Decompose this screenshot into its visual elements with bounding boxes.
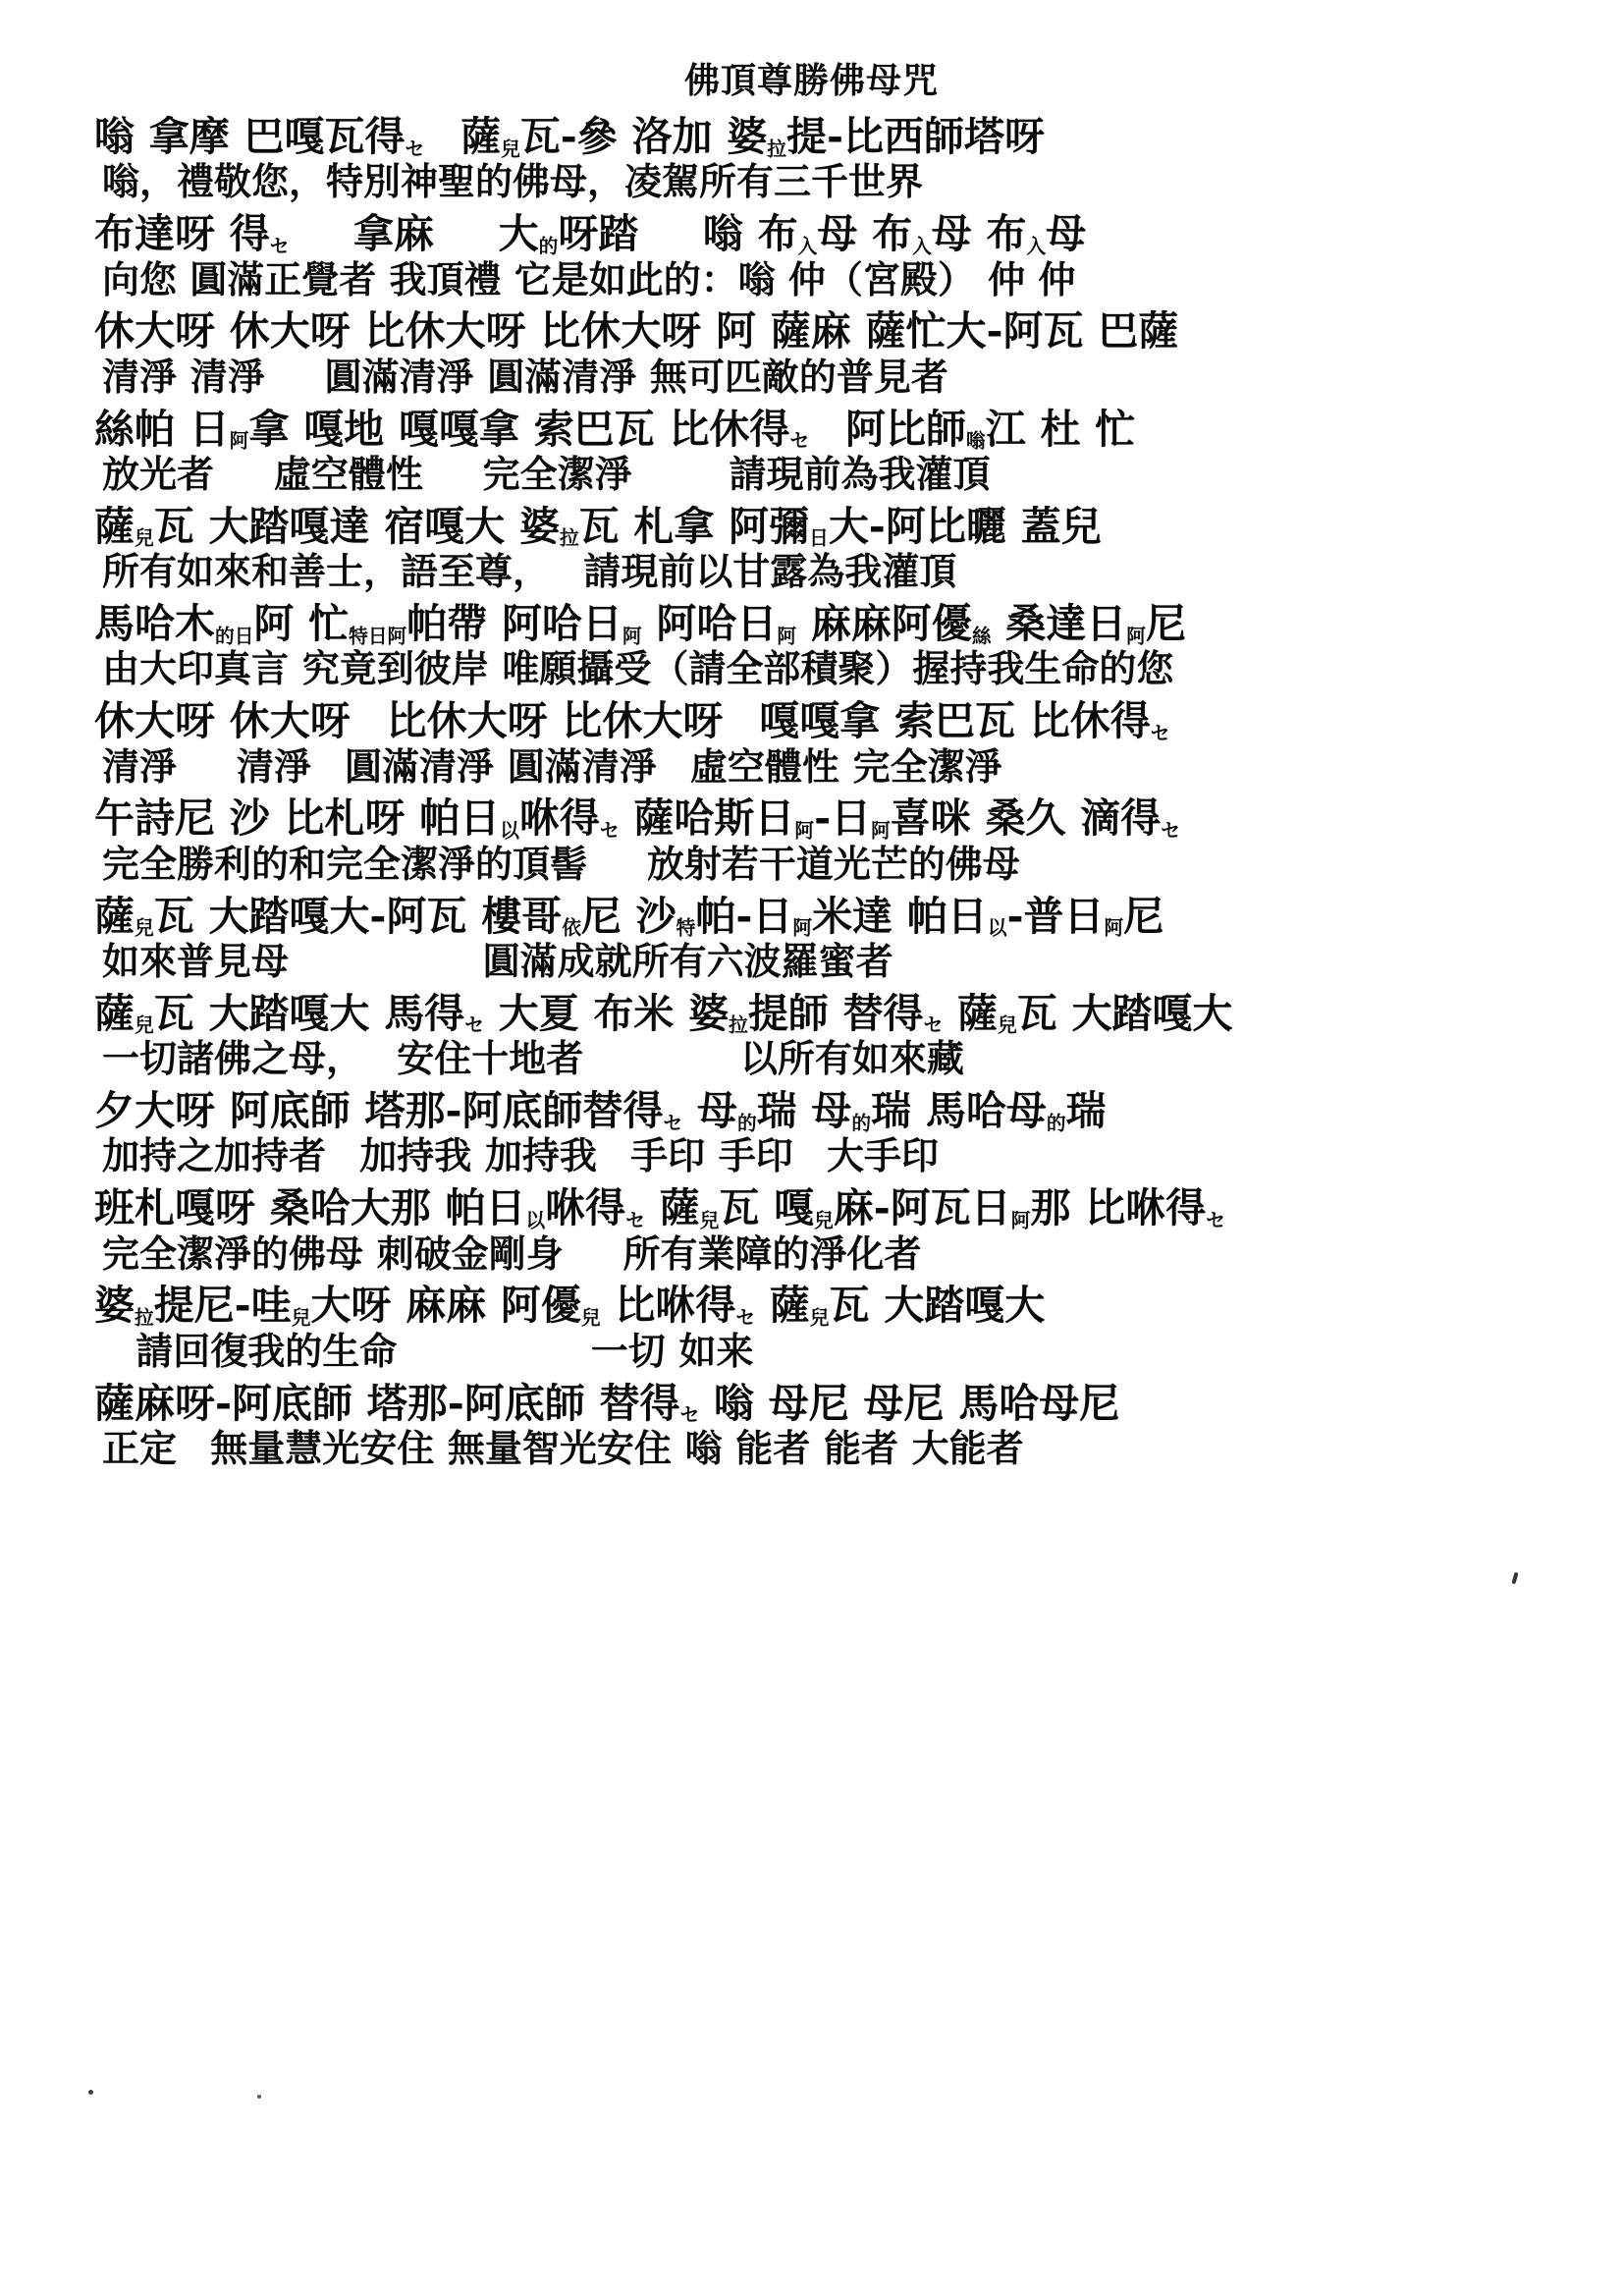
- meaning-line: 正定 無量慧光安住 無量智光安住 嗡 能者 能者 大能者: [102, 1426, 1024, 1471]
- transliteration-line: 布達呀 得セ 拿麻 大的呀踏 嗡 布入母 布入母 布入母: [94, 210, 1087, 258]
- mantra-couplet: [69, 307, 1554, 399]
- transliteration-line: 婆拉提尼-哇兒大呀 麻麻 阿優兒 比咻得セ 薩兒瓦 大踏嘎大: [94, 1282, 1046, 1330]
- meaning-line: 如來普見母 圓滿成就所有六波羅蜜者: [102, 939, 893, 983]
- transliteration-line: 休大呀 休大呀 比休大呀 比休大呀 阿 薩麻 薩忙大-阿瓦 巴薩: [94, 307, 1179, 355]
- meaning-line: 請回復我的生命 一切 如来: [135, 1328, 754, 1373]
- meaning-line: 加持之加持者 加持我 加持我 手印 手印 大手印: [102, 1133, 939, 1178]
- mantra-couplet: [69, 210, 1554, 301]
- mantra-couplet: [69, 990, 1554, 1081]
- scan-artifact: [257, 2095, 261, 2099]
- meaning-line: 放光者 虛空體性 完全潔淨 請現前為我灌頂: [102, 451, 991, 496]
- mantra-couplet: [69, 1380, 1554, 1471]
- mantra-couplet: [69, 697, 1554, 789]
- transliteration-line: 午詩尼 沙 比札呀 帕日以咻得セ 薩哈斯日阿-日阿喜咪 桑久 滴得セ: [94, 794, 1180, 843]
- mantra-couplet: [69, 794, 1554, 886]
- transliteration-line: 馬哈木的日阿 忙特日阿帕帶 阿哈日阿 阿哈日阿 麻麻阿優絲 桑達日阿尼: [94, 600, 1186, 648]
- transliteration-line: 夕大呀 阿底師 塔那-阿底師替得セ 母的瑞 母的瑞 馬哈母的瑞: [94, 1087, 1107, 1135]
- meaning-line: 所有如來和善士，語至尊， 請現前以甘露為我灌頂: [102, 549, 957, 594]
- mantra-couplet: [69, 1087, 1554, 1178]
- mantra-couplet: [69, 503, 1554, 594]
- scan-artifact: [88, 2090, 93, 2095]
- meaning-line: 嗡，禮敬您，特別神聖的佛母，凌駕所有三千世界: [102, 159, 924, 204]
- transliteration-line: 薩兒瓦 大踏嘎大-阿瓦 樓哥依尼 沙特帕-日阿米達 帕日以-普日阿尼: [94, 892, 1164, 940]
- transliteration-line: 嗡 拿摩 巴嘎瓦得セ 薩兒瓦-參 洛加 婆拉提-比西師塔呀: [94, 113, 1046, 161]
- meaning-line: 向您 圓滿正覺者 我頂禮 它是如此的：嗡 仲（宮殿） 仲 仲: [102, 256, 1076, 301]
- meaning-line: 由大印真言 究竟到彼岸 唯願攝受（請全部積聚）握持我生命的您: [102, 646, 1174, 691]
- meaning-line: 完全潔淨的佛母 刺破金剛身 所有業障的淨化者: [102, 1230, 922, 1276]
- mantra-body: [69, 113, 1554, 1471]
- mantra-couplet: [69, 600, 1554, 691]
- transliteration-line: 班札嘎呀 桑哈大那 帕日以咻得セ 薩兒瓦 嘎兒麻-阿瓦日阿那 比咻得セ: [94, 1184, 1225, 1232]
- mantra-couplet: [69, 113, 1554, 204]
- mantra-couplet: [69, 406, 1554, 497]
- transliteration-line: 薩兒瓦 大踏嘎大 馬得セ 大夏 布米 婆拉提師 替得セ 薩兒瓦 大踏嘎大: [94, 989, 1233, 1037]
- meaning-line: 清淨 清淨 圓滿清淨 圓滿清淨 虛空體性 完全潔淨: [102, 743, 1002, 789]
- transliteration-line: 薩麻呀-阿底師 塔那-阿底師 替得セ 嗡 母尼 母尼 馬哈母尼: [94, 1379, 1120, 1427]
- transliteration-line: 絲帕 日阿拿 嘎地 嘎嘎拿 索巴瓦 比休得セ 阿比師嗡江 杜 忙: [94, 405, 1136, 453]
- meaning-line: 一切諸佛之母， 安住十地者 以所有如來藏: [102, 1036, 964, 1081]
- meaning-line: 完全勝利的和完全潔淨的頂髻 放射若干道光芒的佛母: [102, 841, 1020, 886]
- transliteration-line: 薩兒瓦 大踏嘎達 宿嘎大 婆拉瓦 札拿 阿彌日大-阿比曬 蓋兒: [94, 502, 1102, 550]
- scan-artifact: [1511, 1572, 1518, 1585]
- meaning-line: 清淨 清淨 圓滿清淨 圓滿清淨 無可匹敵的普見者: [102, 354, 948, 399]
- transliteration-line: 休大呀 休大呀 比休大呀 比休大呀 嘎嘎拿 索巴瓦 比休得セ: [94, 697, 1170, 745]
- page-title: 佛頂尊勝佛母咒: [683, 60, 939, 101]
- mantra-couplet: [69, 893, 1554, 984]
- mantra-couplet: [69, 1282, 1554, 1373]
- mantra-couplet: [69, 1184, 1554, 1276]
